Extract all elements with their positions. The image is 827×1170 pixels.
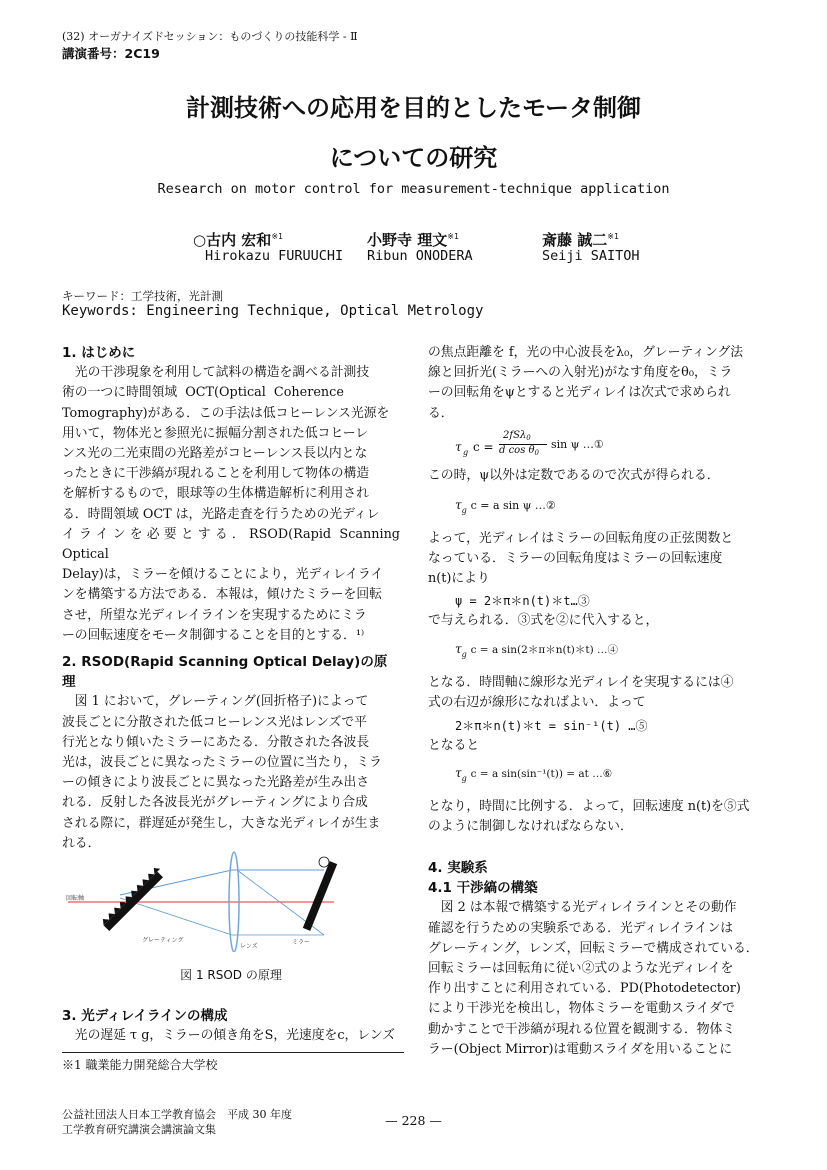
ray-line <box>120 898 232 935</box>
keywords-english: Keywords: Engineering Technique, Optical Metrology <box>62 303 484 319</box>
section-1-body <box>62 363 400 646</box>
equation-4: $\tau_g$ c = a sin(2＊π＊n(t)＊t) …④ <box>455 642 619 659</box>
section-2-body <box>62 692 400 854</box>
text-line: 用いて，物体光と参照光に振幅分割された低コヒーレ <box>62 425 369 441</box>
section-4-1-heading: 4.1 干渉縞の構築 <box>428 880 538 897</box>
section-4-1-body <box>428 898 766 1060</box>
text-line: ンス光の二光束間の光路差がコヒーレンス長以内とな <box>62 446 368 462</box>
text-line: となる．時間軸に線形な光ディレイを実現するには④ <box>428 675 734 690</box>
section-1 <box>62 343 400 646</box>
rotation-icon <box>319 857 329 867</box>
paper-title-line1: 計測技術への応用を目的としたモータ制御 <box>185 94 642 122</box>
eq-tail: sin ψ …① <box>551 438 604 451</box>
footer-org-line2: 工学教育研究講演会講演論文集 <box>62 1123 216 1136</box>
text-line: ーの傾きにより波長ごとに異なった光路差が生み出さ <box>62 775 370 791</box>
text-line: れる．反射した各波長光がグレーティングにより合成 <box>62 795 368 811</box>
text-line: 確認を行うための実験系である．光ディレイラインは <box>428 920 734 936</box>
mirror-icon <box>303 861 337 931</box>
rsod-diagram <box>62 840 400 952</box>
text-line: 式の右辺が線形になればよい．よって <box>428 695 646 711</box>
equation-5: 2＊π＊n(t)＊t = sin⁻¹(t) …⑤ <box>455 719 648 733</box>
eq-denominator: d $\cos \theta_0$ <box>499 445 540 457</box>
equation-2: $\tau_g$ c = a sin ψ …② <box>455 498 556 515</box>
text-line: Tomography)がある．この手法は低コヒーレンス光源を <box>62 405 390 421</box>
text-line: 光は，波長ごとに異なったミラーの位置に当たり，ミラ <box>62 755 382 771</box>
text-line: を解析するもので，眼球等の生体構造解析に利用され <box>62 486 369 502</box>
mirror-label: ミラー <box>292 939 311 946</box>
session-header: (32) オーガナイズドセッション：ものづくりの技能科学 - Ⅱ <box>62 30 358 43</box>
paper-title-line2: についての研究 <box>329 144 498 172</box>
text-line: 作り出すことに利用されている．PD(Photodetector) <box>428 981 741 997</box>
text-line: させ，所望な光ディレイラインを実現するためにミラ <box>62 607 367 623</box>
text-line: のように制御しなければならない． <box>428 819 633 835</box>
section-2 <box>62 652 400 854</box>
page-number: — 228 — <box>385 1113 442 1128</box>
text-line: Delay)は，ミラーを傾けることにより，光ディレイライ <box>62 567 384 583</box>
ray-line <box>120 870 232 895</box>
text-line: ったときに干渉縞が現れることを利用して物体の構造 <box>62 466 370 482</box>
text-line: 術の一つに時間領域 OCT(Optical Coherence <box>62 385 344 401</box>
right-para-5 <box>428 673 766 713</box>
author-3-roman: Seiji SAITOH <box>542 248 640 264</box>
text-line: により干渉光を検出し，物体ミラーを電動スライダで <box>428 1001 735 1017</box>
lecture-number: 講演番号：2C19 <box>62 46 160 61</box>
text-line: となり，時間に比例する．よって，回転速度 n(t)を⑤式 <box>428 799 750 814</box>
paper-title-english: Research on motor control for measurement-technique application <box>157 181 670 197</box>
section-3-heading: 3. 光ディレイラインの構成 <box>62 1008 228 1024</box>
footnote: ※1 職業能力開発総合大学校 <box>62 1058 218 1072</box>
right-para-7 <box>428 797 766 837</box>
lens-label: レンズ <box>240 943 258 950</box>
text-line: ンを構築する方法である．本報は，傾けたミラーを回転 <box>62 587 382 603</box>
footnote-divider <box>62 1052 404 1053</box>
text-line: ーの回転速度をモータ制御することを目的とする．¹⁾ <box>62 627 365 643</box>
grating-icon <box>100 865 166 931</box>
figure-1 <box>62 840 400 952</box>
text-line: ーの回転角をψとすると光ディレイは次式で求められ <box>428 385 731 401</box>
text-line: 回転ミラーは回転角に従い②式のような光ディレイを <box>428 961 734 977</box>
figure-1-caption: 図 1 RSOD の原理 <box>180 968 282 982</box>
right-para-6: となると <box>428 738 480 753</box>
eq-tau: τ <box>455 440 462 454</box>
author-3-name: 斎藤 誠二$^{※1}$ <box>542 231 620 249</box>
text-line: 行光となり傾いたミラーにあたる．分散された各波長 <box>62 734 370 750</box>
text-line: 図 1 において，グレーティング(回折格子)によって <box>74 694 369 710</box>
text-line: ラー(Object Mirror)は電動スライダを用いることに <box>428 1041 733 1057</box>
section-4 <box>428 858 766 1060</box>
equation-1 <box>455 430 655 462</box>
author-2-roman: Ribun ONODERA <box>367 248 473 264</box>
text-line: よって，光ディレイはミラーの回転角度の正弦関数と <box>428 531 734 546</box>
text-line: される際に，群遅延が発生し，大きな光ディレイが生ま <box>62 815 381 831</box>
text-line: 図 2 は本報で構築する光ディレイラインとその動作 <box>440 900 737 916</box>
text-line: れる． <box>62 835 101 851</box>
text-line: 光の干渉現象を利用して試料の構造を調べる計測技 <box>74 365 370 381</box>
right-para-4: で与えられる．③式を②に代入すると， <box>428 613 659 628</box>
text-line: 動かすことで干渉縞が現れる位置を観測する．物体ミ <box>428 1021 736 1037</box>
text-line: イラインを必要とする．RSOD(Rapid Scanning Optical <box>62 526 400 563</box>
text-line: グレーティング，レンズ，回転ミラーで構成されている． <box>428 940 759 956</box>
right-para-1 <box>428 343 766 424</box>
equation-3: ψ = 2＊π＊n(t)＊t…③ <box>455 594 590 608</box>
eq-subscript: g <box>463 448 469 457</box>
right-para-2: この時，ψ以外は定数であるので次式が得られる． <box>428 468 720 483</box>
text-line: n(t)により <box>428 571 490 587</box>
author-1-roman: Hirokazu FURUUCHI <box>205 248 344 264</box>
text-line: る． <box>428 405 454 421</box>
keywords-japanese: キーワード：工学技術，光計測 <box>62 289 223 303</box>
equation-6: $\tau_g$ c = a sin(sin⁻¹(t)) = at …⑥ <box>455 766 613 783</box>
eq-numerator: 2fSλ$_0$ <box>503 430 531 442</box>
section-3 <box>62 1006 400 1046</box>
eq-c: c = <box>473 440 494 454</box>
section-4-heading: 4. 実験系 <box>428 860 488 876</box>
text-line: 線と回折光(ミラーへの入射光)がなす角度をθ₀，ミラ <box>428 365 733 381</box>
section-1-heading: 1. はじめに <box>62 345 136 361</box>
footer-org-line1: 公益社団法人日本工学教育協会 平成 30 年度 <box>62 1108 292 1121</box>
text-line: る．時間領域 OCT は，光路走査を行うための光ディレ <box>62 506 380 522</box>
right-para-3 <box>428 529 766 590</box>
text-line: 波長ごとに分散された低コヒーレンス光はレンズで平 <box>62 714 367 730</box>
section-2-heading: 2. RSOD(Rapid Scanning Optical Delay)の原理 <box>62 654 388 691</box>
axis-label: 回転軸 <box>66 895 85 902</box>
text-line: の焦点距離を f，光の中心波長をλ₀，グレーティング法 <box>428 345 744 360</box>
author-1-name: ○古内 宏和$^{※1}$ <box>193 231 284 249</box>
author-2-name: 小野寺 理文$^{※1}$ <box>367 231 460 249</box>
grating-label: グレーティング <box>142 937 184 944</box>
text-line: 光の遅延 τ g，ミラーの傾き角をS，光速度をc，レンズ <box>74 1028 395 1044</box>
text-line: なっている．ミラーの回転角度はミラーの回転速度 <box>428 551 723 567</box>
